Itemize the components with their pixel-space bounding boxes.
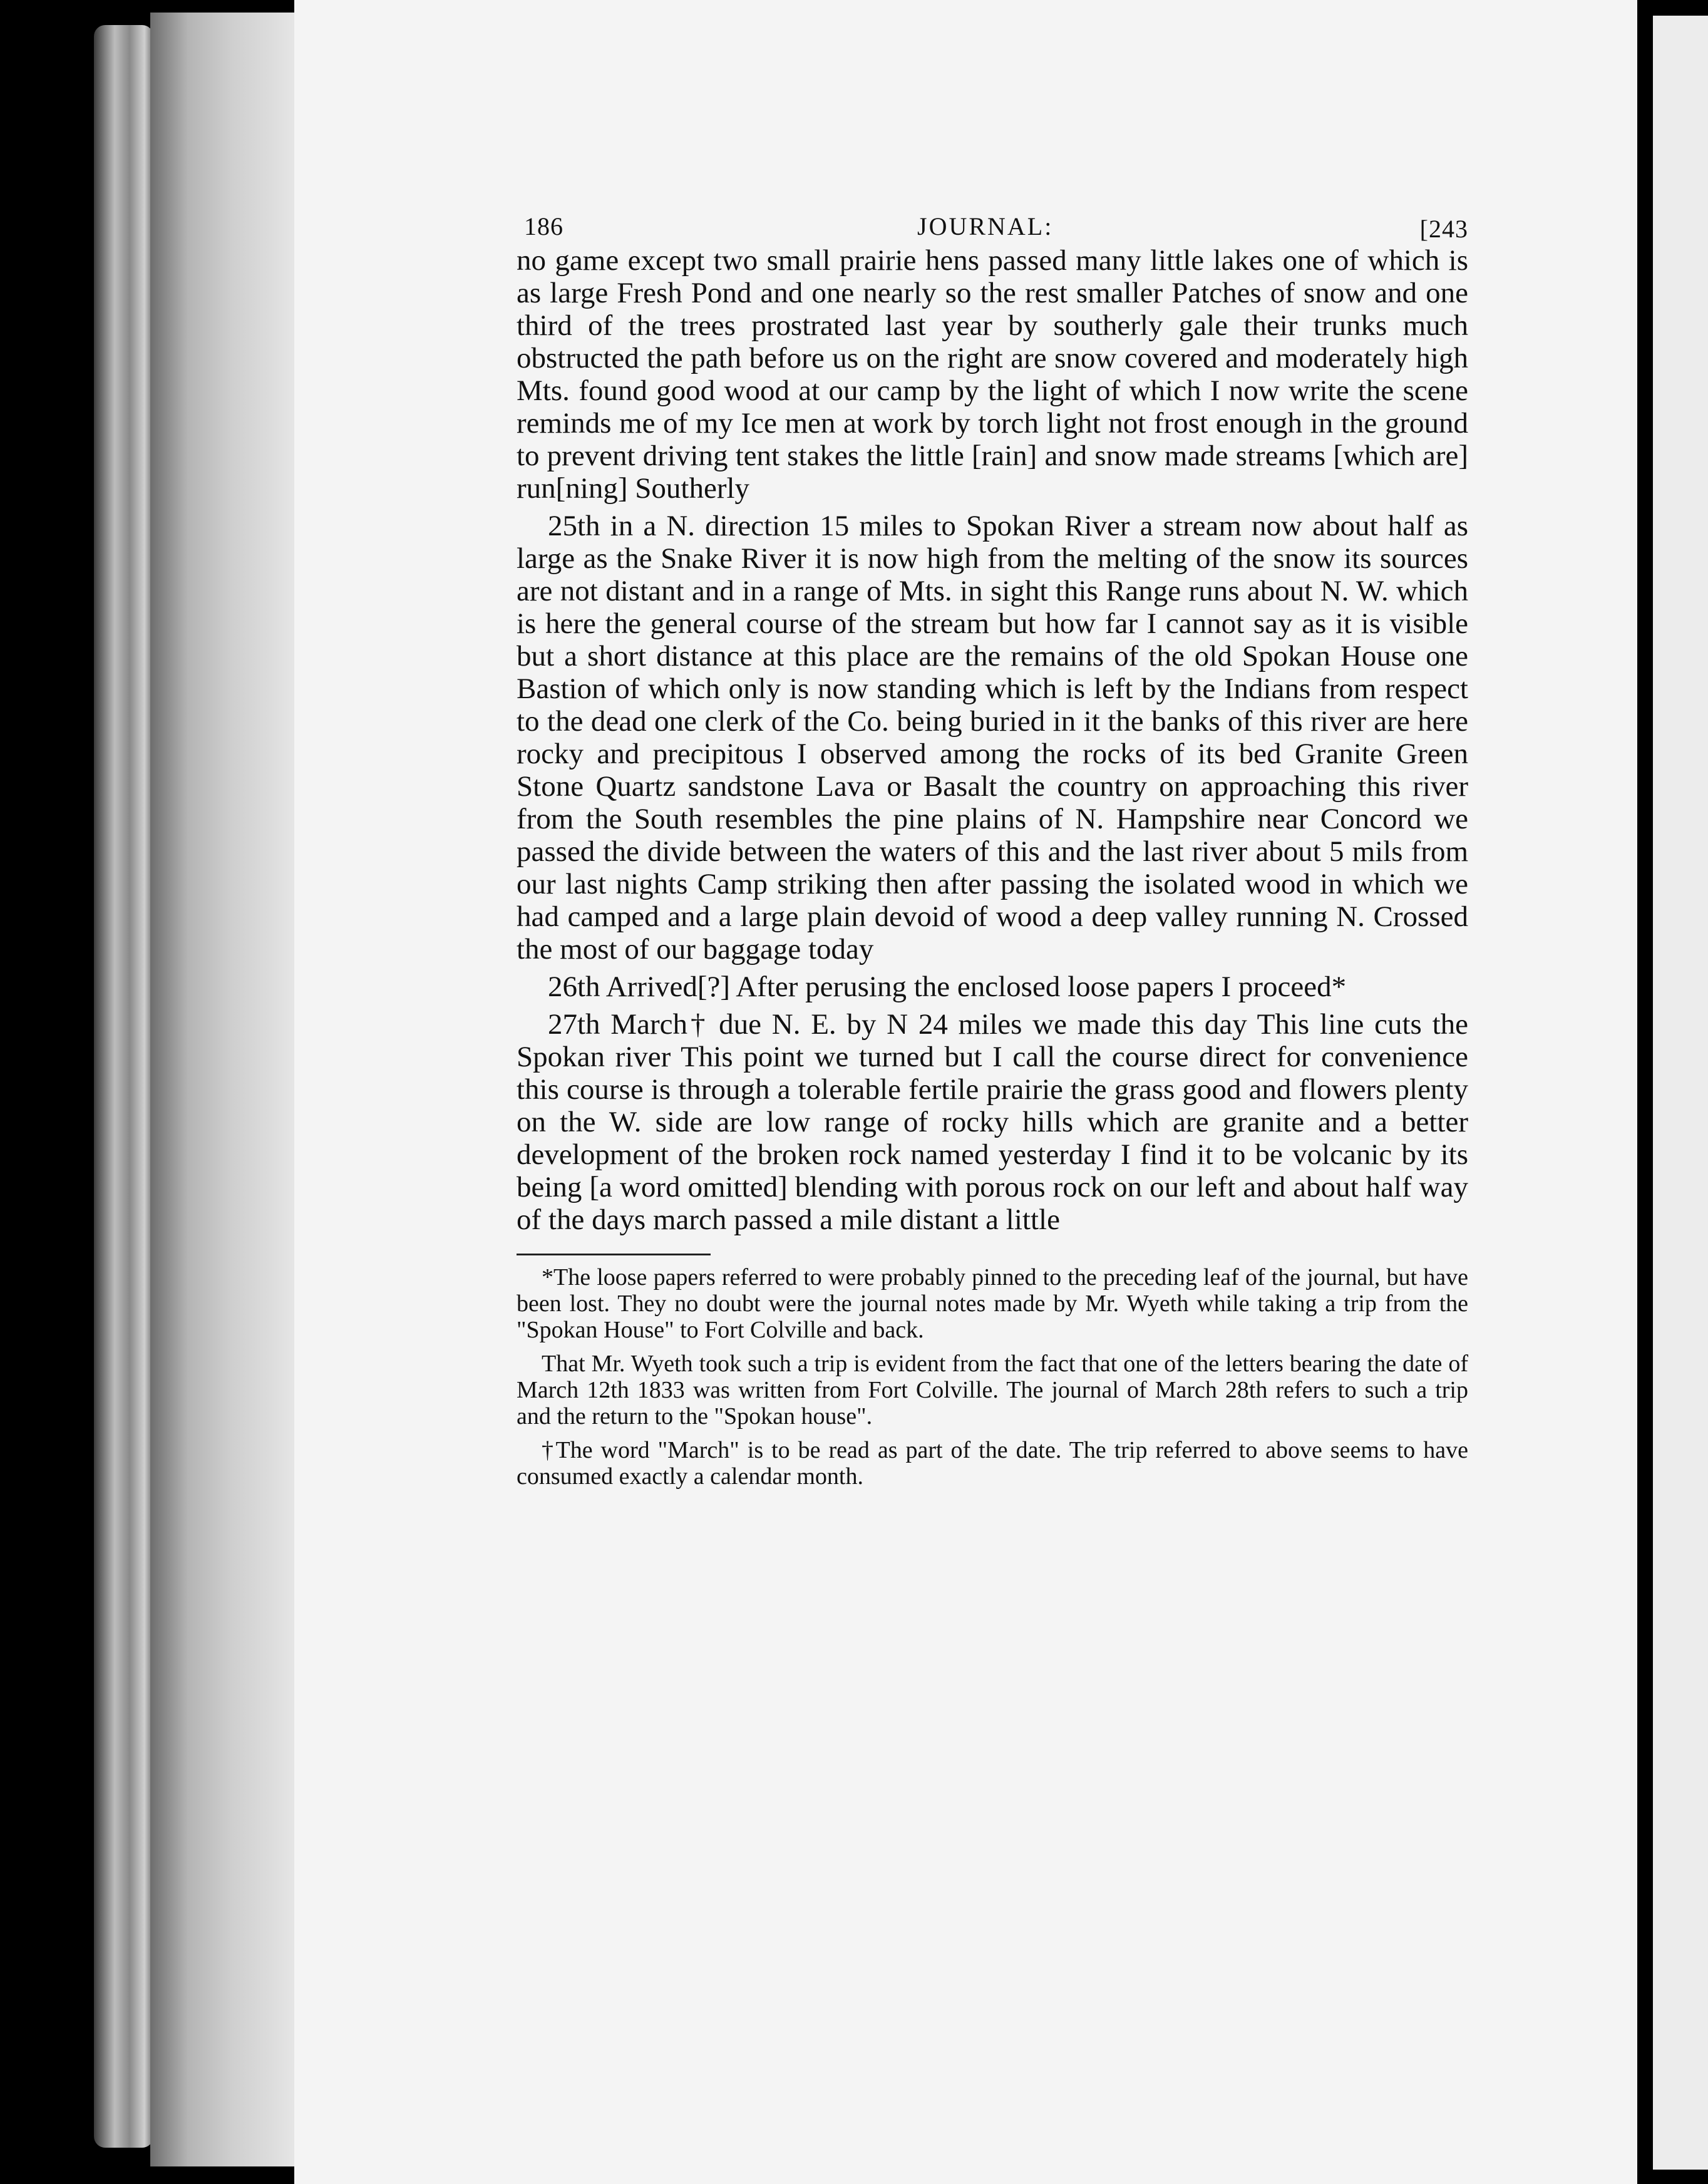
original-page-reference: [243 bbox=[1419, 215, 1468, 243]
footnote-rule bbox=[517, 1254, 711, 1255]
running-title: JOURNAL: bbox=[917, 212, 1054, 240]
page-content bbox=[517, 200, 1468, 1497]
journal-text bbox=[517, 244, 1468, 1236]
page-gutter bbox=[150, 13, 301, 2166]
footnote-continuation: That Mr. Wyeth took such a trip is evident from the fact that one of the letters bearing the date of March 12th 1833 was written from Fort Colville. The journal of March 28th refers to such a trip and the return to the "Spokan house". bbox=[517, 1351, 1468, 1429]
paragraph-26th: 26th Arrived[?] After perusing the enclosed loose papers I proceed* bbox=[548, 971, 1347, 1003]
page-number: 186 bbox=[524, 212, 563, 240]
paragraph-27th: 27th March† due N. E. by N 24 miles we made this day This line cuts the Spokan river This point we turned but I call the course direct for convenience this course is through a tolerable fertile prairie the grass good and flowers plenty on the W. side are low range of rocky hills which are granite and a better development of the broken rock named yesterday I find it to be volcanic by its being [a word omitted] blending with porous rock on our left and about half way of the days march passed a mile distant a little bbox=[517, 1008, 1468, 1236]
paragraph-continued: no game except two small prairie hens passed many little lakes one of which is as large Fresh Pond and one nearly so the rest smaller Patches of snow and one third of the trees prostrated last year by southerly gale their trunks much obstructed the path before us on the right are snow covered and moderately high Mts. found good wood at our camp by the light of which I now write the scene reminds me of my Ice men at work by torch light not frost enough in the ground to prevent driving tent stakes the little [rain] and snow made streams [which are] run[ning] Southerly bbox=[517, 244, 1468, 505]
footnote-dagger: †The word "March" is to be read as part of the date. The trip referred to above seems to have consumed exactly a calendar month. bbox=[517, 1437, 1468, 1490]
footnotes bbox=[517, 1264, 1468, 1490]
footnote-asterisk: *The loose papers referred to were probably pinned to the preceding leaf of the journal, but have been lost. They no doubt were the journal notes made by Mr. Wyeth while taking a trip from the "Spokan House" to Fort Colville and back. bbox=[517, 1264, 1468, 1343]
running-head bbox=[517, 200, 1468, 244]
paragraph-25th: 25th in a N. direction 15 miles to Spokan River a stream now about half as large as the Snake River it is now high from the melting of the snow its sources are not distant and in a range of Mts. in sight this Range runs about N. W. which is here the general course of the stream but how far I cannot say as it is visible but a short distance at this place are the remains of the old Spokan House one Bastion of which only is now standing which is left by the Indians from respect to the dead one clerk of the Co. being buried in it the banks of this river are here rocky and precipitous I observed among the rocks of its bed Granite Green Stone Quartz sandstone Lava or Basalt the country on approaching this river from the South resembles the pine plains of N. Hampshire near Concord we passed the divide between the waters of this and the last river about 5 mils from our last nights Camp striking then after passing the isolated wood in which we had camped and a large plain devoid of wood a deep valley running N. Crossed the most of our baggage today bbox=[517, 510, 1468, 966]
book-binding-edge bbox=[94, 25, 153, 2148]
adjacent-page-edge bbox=[1653, 16, 1708, 2170]
